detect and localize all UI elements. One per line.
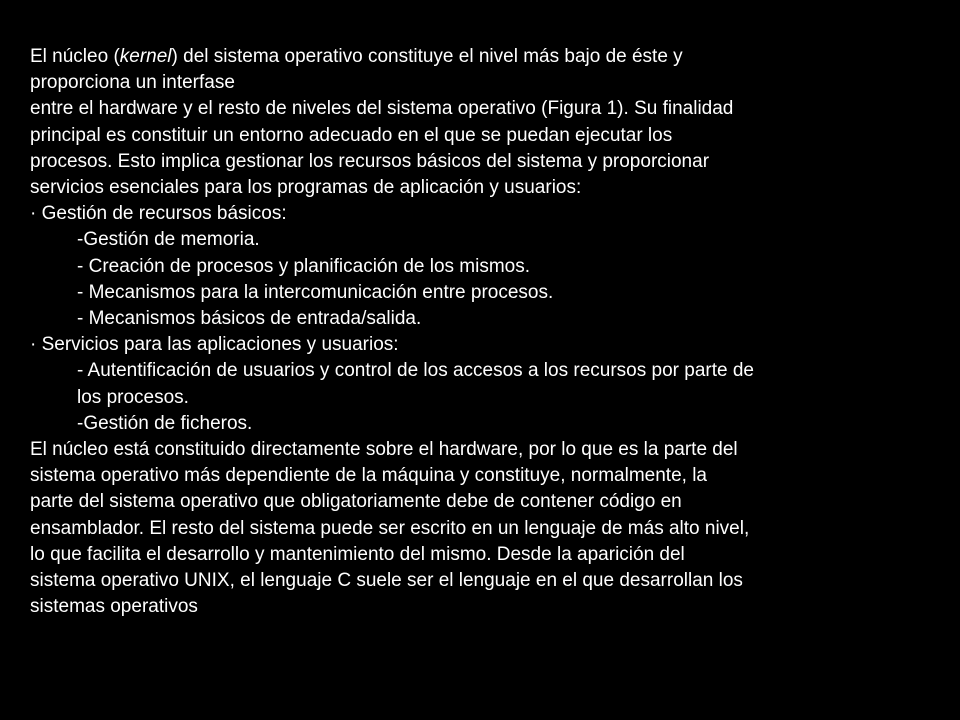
intro-text: ) del sistema operativo constituye el nivel más bajo de éste y [171, 46, 683, 67]
intro-line-1 [30, 44, 940, 70]
basic-resources-item: - Creación de procesos y planificación de los mismos. [77, 255, 531, 277]
services-item: - Autentificación de usuarios y control de los accesos a los recursos por parte de [77, 360, 754, 382]
conclusion-line: El núcleo está constituido directamente sobre el hardware, por lo que es la parte del [30, 439, 738, 461]
conclusion-line: sistema operativo más dependiente de la máquina y constituye, normalmente, la [30, 465, 707, 487]
intro-line-6: servicios esenciales para los programas de aplicación y usuarios: [30, 177, 582, 199]
basic-resources-item: - Mecanismos para la intercomunicación entre procesos. [77, 281, 554, 303]
intro-line-5: procesos. Esto implica gestionar los recursos básicos del sistema y proporcionar [30, 150, 710, 172]
services-item: -Gestión de ficheros. [77, 412, 253, 434]
intro-line-2: proporciona un interfase [30, 72, 235, 94]
intro-line-4: principal es constituir un entorno adecuado en el que se puedan ejecutar los [30, 124, 673, 146]
basic-resources-heading: · Gestión de recursos básicos: [30, 203, 287, 225]
services-item-continuation: los procesos. [77, 386, 189, 408]
intro-text: El núcleo ( [30, 46, 120, 67]
intro-line-3: entre el hardware y el resto de niveles del sistema operativo (Figura 1). Su finalidad [30, 98, 734, 120]
conclusion-line: lo que facilita el desarrollo y mantenimiento del mismo. Desde la aparición del [30, 543, 685, 565]
services-heading: · Servicios para las aplicaciones y usuarios: [30, 334, 399, 356]
kernel-term: kernel [119, 46, 172, 67]
conclusion-line: sistemas operativos [30, 596, 198, 618]
conclusion-line: sistema operativo UNIX, el lenguaje C suele ser el lenguaje en el que desarrollan los [30, 570, 743, 592]
body-text [30, 44, 940, 620]
basic-resources-item: - Mecanismos básicos de entrada/salida. [77, 308, 422, 330]
basic-resources-item: -Gestión de memoria. [77, 229, 260, 251]
conclusion-line: ensamblador. El resto del sistema puede ser escrito en un lenguaje de más alto nivel, [30, 517, 750, 539]
conclusion-line: parte del sistema operativo que obligatoriamente debe de contener código en [30, 491, 682, 513]
